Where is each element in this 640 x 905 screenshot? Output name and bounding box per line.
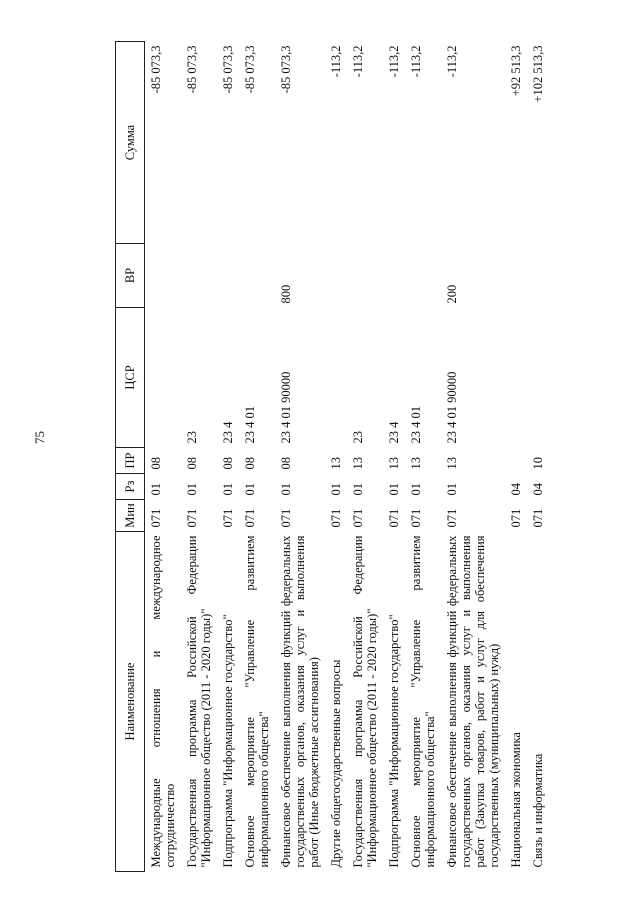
row-pr: 13 [329, 457, 343, 470]
row-name: Основное мероприятие "Управление развитием информационного общества" [409, 535, 437, 868]
row-sum: -113,2 [387, 45, 401, 78]
row-name: Связь и информатика [531, 753, 545, 868]
table-row [347, 42, 383, 872]
table-row [181, 42, 217, 872]
row-min: 071 [387, 508, 401, 528]
row-sum: -85 073,3 [221, 45, 235, 94]
row-vr [505, 244, 527, 308]
row-vr: 200 [445, 284, 459, 304]
row-pr: 08 [279, 457, 293, 470]
row-rz: 04 [509, 483, 523, 496]
row-csr: 23 [185, 431, 199, 444]
row-vr [325, 244, 347, 308]
table-row [145, 42, 182, 872]
row-rz: 01 [387, 483, 401, 496]
header-vr: ВР [116, 244, 145, 308]
row-vr [383, 244, 405, 308]
row-rz: 01 [279, 483, 293, 496]
row-name: Подпрограмма "Информационное государство" [221, 614, 235, 868]
row-sum: -113,2 [351, 45, 365, 78]
table-row [217, 42, 239, 872]
header-pr: ПР [116, 448, 145, 474]
page-number: 75 [32, 431, 47, 444]
row-vr [145, 244, 182, 308]
row-name: Другие общегосударственные вопросы [329, 659, 343, 868]
row-min: 071 [531, 508, 545, 528]
row-csr: 23 4 01 90000 [279, 371, 293, 444]
row-csr: 23 4 [221, 421, 235, 444]
row-min: 071 [329, 508, 343, 528]
table-header-row [116, 42, 145, 872]
row-pr: 08 [149, 457, 163, 470]
row-rz: 01 [221, 483, 235, 496]
row-min: 071 [445, 508, 459, 528]
row-name: Государственная программа Российской Федерации "Информационное общество (2011 - 2020 годы)" [351, 535, 379, 868]
row-csr [325, 308, 347, 448]
header-min: Мин [116, 500, 145, 532]
row-name: Государственная программа Российской Федерации "Информационное общество (2011 - 2020 годы)" [185, 535, 213, 868]
table-row [239, 42, 275, 872]
row-vr [181, 244, 217, 308]
row-sum: +102 513,3 [531, 45, 545, 103]
table-row [383, 42, 405, 872]
row-pr: 08 [243, 457, 257, 470]
row-name: Подпрограмма "Информационное государство" [387, 614, 401, 868]
row-pr: 08 [185, 457, 199, 470]
row-rz: 04 [531, 483, 545, 496]
row-rz: 01 [351, 483, 365, 496]
row-sum: -85 073,3 [279, 45, 293, 94]
row-csr: 23 4 01 90000 [445, 371, 459, 444]
row-vr [217, 244, 239, 308]
row-min: 071 [509, 508, 523, 528]
row-rz: 01 [409, 483, 423, 496]
row-name: Финансовое обеспечение выполнения функций федеральных государственных органов, оказания услуг и выполнения работ (Закупка товаров, работ и услуг для обеспечения государственных (муниципальных) нужд) [445, 535, 501, 868]
row-vr: 800 [279, 284, 293, 304]
row-min: 071 [149, 508, 163, 528]
row-csr [527, 308, 549, 448]
row-name: Международные отношения и международное сотрудничество [149, 535, 177, 868]
row-sum: +92 513,3 [509, 45, 523, 97]
row-csr: 23 4 01 [409, 406, 423, 444]
table-row [441, 42, 505, 872]
row-pr: 13 [387, 457, 401, 470]
row-name: Основное мероприятие "Управление развитием информационного общества" [243, 535, 271, 868]
row-vr [405, 244, 441, 308]
row-min: 071 [279, 508, 293, 528]
row-rz: 01 [149, 483, 163, 496]
row-sum: -113,2 [445, 45, 459, 78]
row-rz: 01 [185, 483, 199, 496]
row-min: 071 [221, 508, 235, 528]
row-csr: 23 4 01 [243, 406, 257, 444]
rotated-table-wrapper [115, 42, 603, 872]
row-name: Финансовое обеспечение выполнения функций федеральных государственных органов, оказания услуг и выполнения работ (Иные бюджетные ассигнования) [279, 535, 321, 868]
table-row [275, 42, 325, 872]
row-min: 071 [409, 508, 423, 528]
row-pr: 13 [445, 457, 459, 470]
row-vr [347, 244, 383, 308]
row-rz: 01 [445, 483, 459, 496]
row-pr [505, 448, 527, 474]
row-vr [239, 244, 275, 308]
table-row [405, 42, 441, 872]
row-sum: -85 073,3 [185, 45, 199, 94]
table-row [505, 42, 527, 872]
header-name: Наименование [116, 532, 145, 872]
row-sum: -85 073,3 [243, 45, 257, 94]
row-rz: 01 [243, 483, 257, 496]
budget-table [115, 41, 549, 872]
row-name: Национальная экономика [509, 732, 523, 868]
row-csr: 23 [351, 431, 365, 444]
row-sum: -113,2 [329, 45, 343, 78]
table-row [527, 42, 549, 872]
row-sum: -85 073,3 [149, 45, 163, 94]
row-csr [145, 308, 182, 448]
header-sum: Сумма [116, 42, 145, 244]
row-min: 071 [243, 508, 257, 528]
row-min: 071 [351, 508, 365, 528]
row-vr [527, 244, 549, 308]
header-csr: ЦСР [116, 308, 145, 448]
row-pr: 10 [531, 457, 545, 470]
row-pr: 13 [351, 457, 365, 470]
table-row [325, 42, 347, 872]
row-sum: -113,2 [409, 45, 423, 78]
row-rz: 01 [329, 483, 343, 496]
row-pr: 13 [409, 457, 423, 470]
row-csr [505, 308, 527, 448]
header-rz: Рз [116, 474, 145, 500]
row-pr: 08 [221, 457, 235, 470]
row-min: 071 [185, 508, 199, 528]
row-csr: 23 4 [387, 421, 401, 444]
